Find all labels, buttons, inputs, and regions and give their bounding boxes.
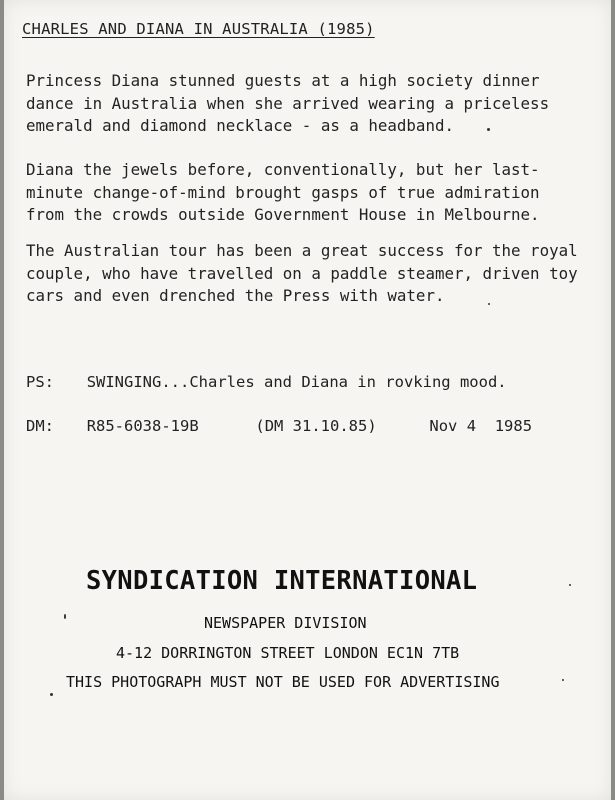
dispatch-date: Nov 4 1985: [429, 417, 533, 435]
ps-label: PS:: [26, 373, 54, 391]
paragraph-3: The Australian tour has been a great success for the royal couple, who have travelled on a paddle steamer, driven toy cars and even drenched the Press with water.: [26, 241, 578, 305]
agency-name: SYNDICATION INTERNATIONAL: [86, 566, 478, 596]
document-sheet: [4, 0, 611, 800]
paragraph-1: Princess Diana stunned guests at a high society dinner dance in Australia when she arrived wearing a priceless emerald and diamond necklace - as a headband.: [26, 71, 550, 135]
paragraph-2: Diana the jewels before, conventionally, but her last-minute change-of-mind brought gasps of true admiration from the crowds outside Government House in Melbourne.: [26, 160, 540, 224]
dm-reference: [26, 417, 532, 435]
dm-ref-number: R85-6038-19B: [86, 417, 199, 435]
ink-speck: [488, 303, 490, 305]
ink-speck: [487, 128, 490, 131]
usage-notice: THIS PHOTOGRAPH MUST NOT BE USED FOR ADVERTISING: [66, 673, 500, 691]
ps-text: SWINGING...Charles and Diana in rovking mood.: [86, 373, 507, 391]
ink-speck: [64, 614, 66, 619]
ps-caption: [26, 373, 507, 391]
ink-speck: [50, 693, 53, 696]
headline: CHARLES AND DIANA IN AUSTRALIA (1985): [22, 20, 375, 38]
ink-speck: [569, 584, 571, 586]
agency-division: NEWSPAPER DIVISION: [204, 614, 367, 632]
dm-date: (DM 31.10.85): [255, 417, 377, 435]
ink-speck: [562, 679, 564, 681]
dm-label: DM:: [26, 417, 54, 435]
agency-address: 4-12 DORRINGTON STREET LONDON EC1N 7TB: [116, 644, 460, 662]
